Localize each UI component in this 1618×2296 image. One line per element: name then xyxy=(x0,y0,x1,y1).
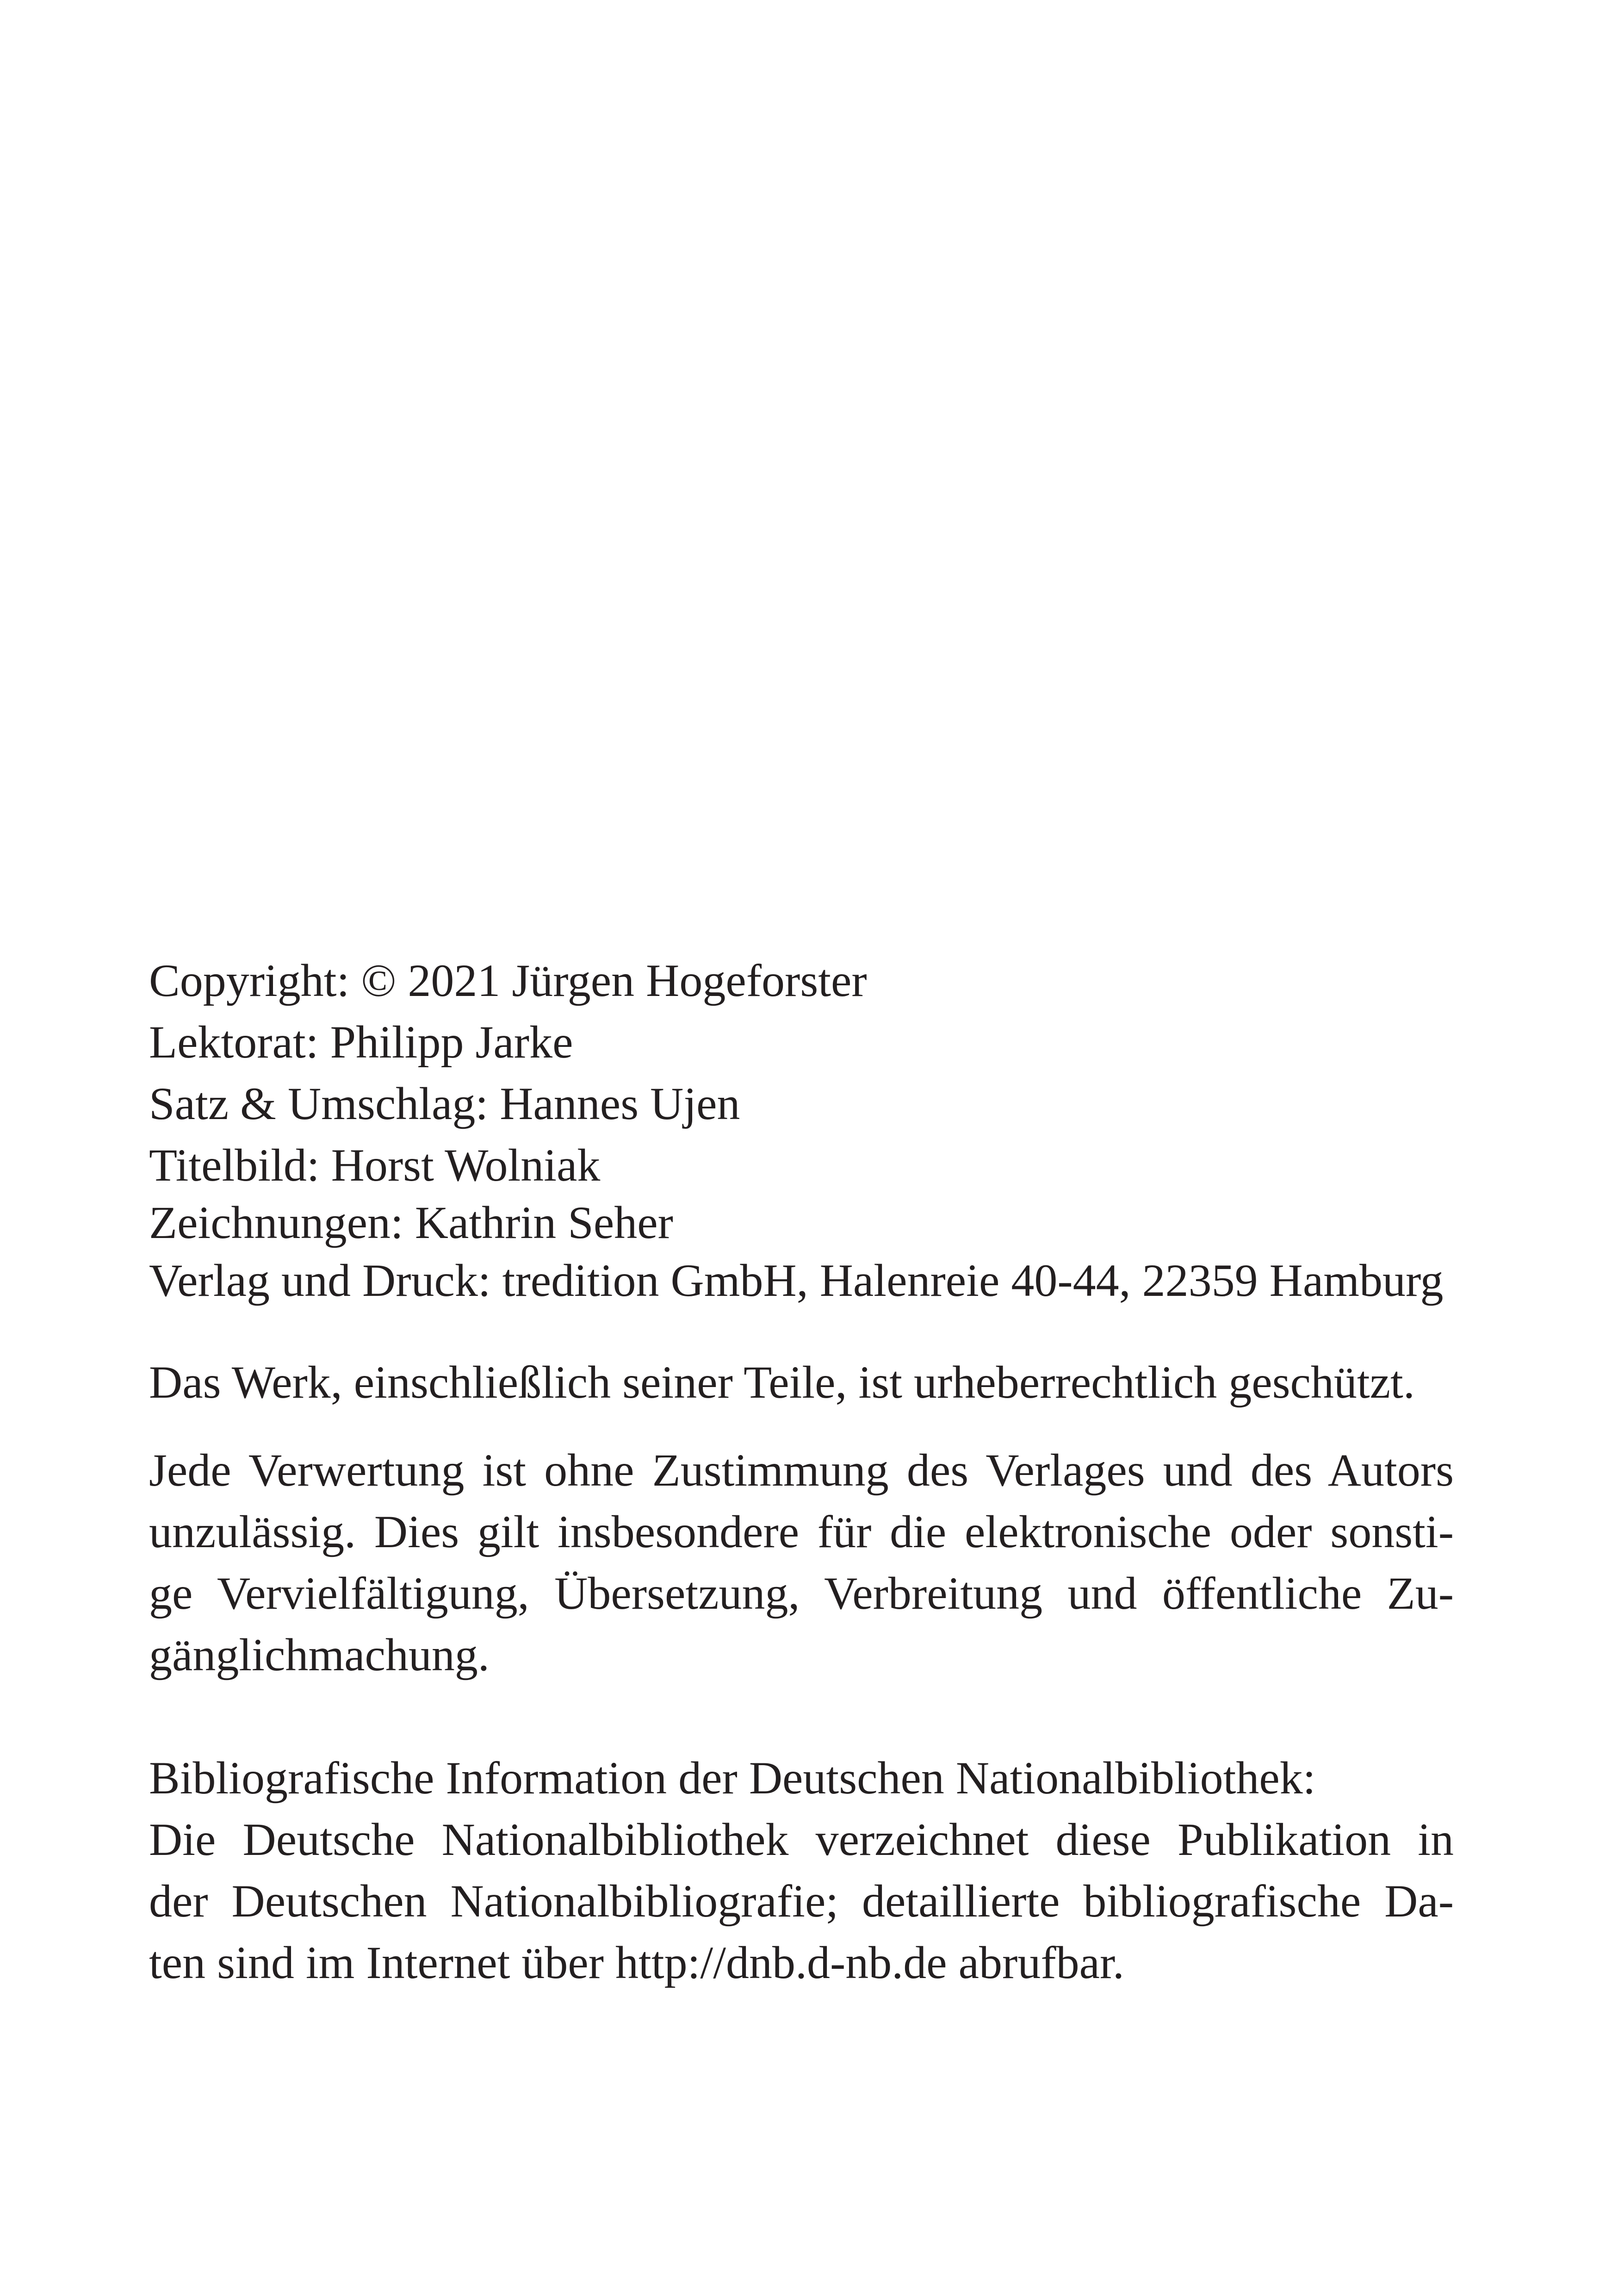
verlag-line: Verlag und Druck: tredition GmbH, Halenreie 40-44, 22359 Hamburg xyxy=(149,1255,1444,1306)
bibliographic-info xyxy=(149,1747,1454,1993)
biblio-line: der Deutschen Nationalbibliografie; detaillierte bibliografische Da- xyxy=(149,1875,1454,1927)
zeichnungen-line: Zeichnungen: Kathrin Seher xyxy=(149,1197,673,1248)
legal-line: Jede Verwertung ist ohne Zustimmung des Verlages und des Autors xyxy=(149,1444,1454,1496)
biblio-heading: Bibliografische Information der Deutschen Nationalbibliothek: xyxy=(149,1752,1316,1804)
biblio-line: Die Deutsche Nationalbibliothek verzeichnet diese Publikation in xyxy=(149,1814,1454,1865)
copyright-line: Copyright: © 2021 Jürgen Hogeforster xyxy=(149,955,867,1006)
legal-line: gänglichmachung. xyxy=(149,1629,490,1680)
legal-paragraph xyxy=(149,1439,1454,1686)
statement-line: Das Werk, einschließlich seiner Teile, ist urheberrechtlich geschützt. xyxy=(149,1356,1415,1408)
lektorat-line: Lektorat: Philipp Jarke xyxy=(149,1016,573,1068)
legal-line: unzulässig. Dies gilt insbesondere für die elektronische oder sonsti- xyxy=(149,1506,1454,1557)
copyright-statement xyxy=(149,1351,1454,1413)
satz-umschlag-line: Satz & Umschlag: Hannes Ujen xyxy=(149,1078,740,1129)
legal-line: ge Vervielfältigung, Übersetzung, Verbreitung und öffentliche Zu- xyxy=(149,1568,1454,1619)
biblio-line: ten sind im Internet über http://dnb.d-nb.de abrufbar. xyxy=(149,1937,1124,1988)
titelbild-line: Titelbild: Horst Wolniak xyxy=(149,1139,601,1191)
credits-block xyxy=(149,950,1454,1311)
